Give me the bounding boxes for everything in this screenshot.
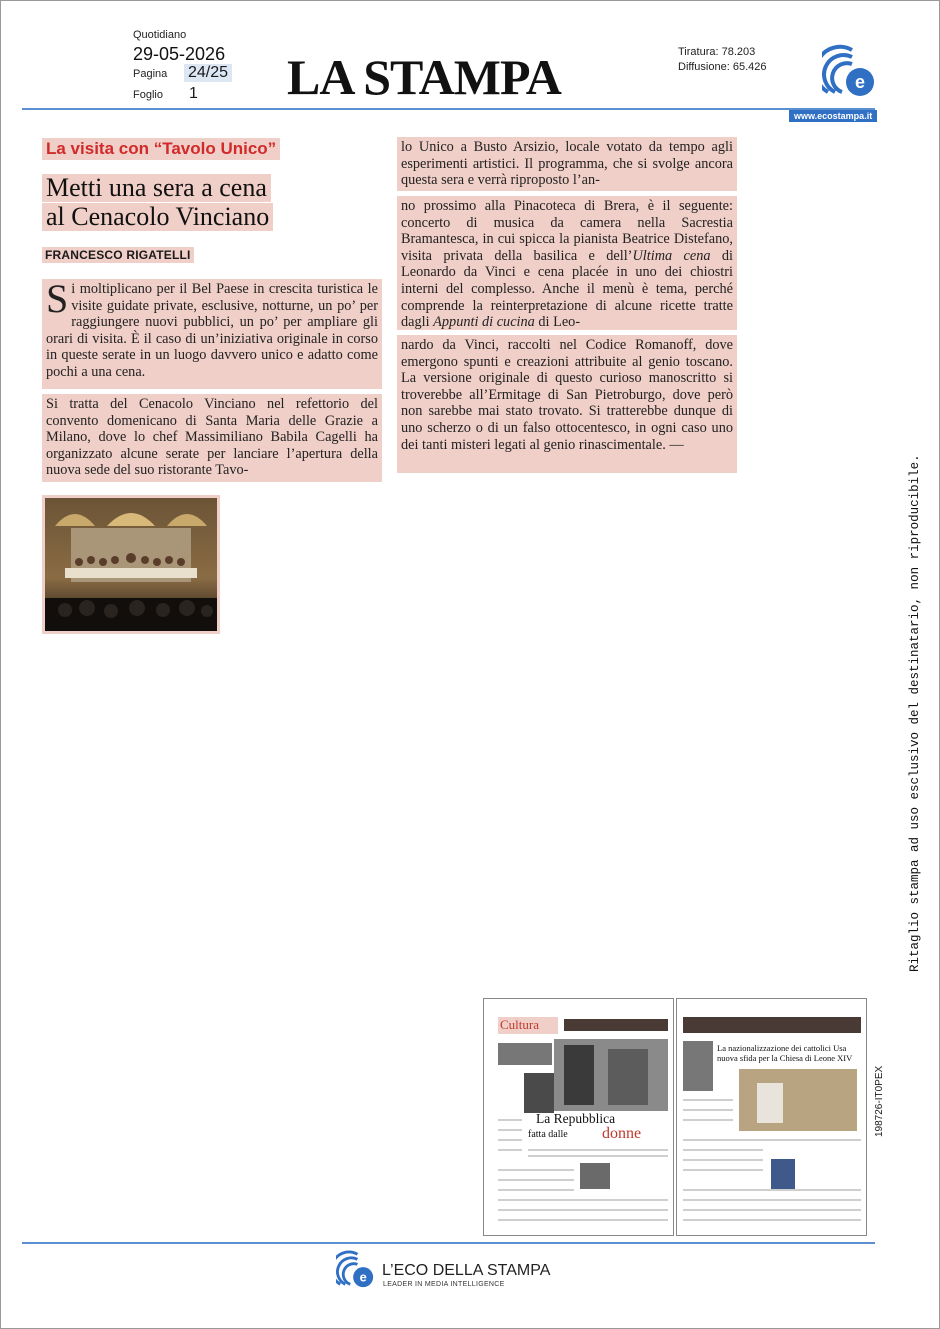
clipping-code: 198726-IT0PEX — [874, 1065, 885, 1137]
reproduction-notice: Ritaglio stampa ad uso esclusivo del destinatario, non riproducibile. — [908, 454, 922, 972]
article-title-line2: al Cenacolo Vinciano — [42, 203, 273, 231]
article-author: FRANCESCO RIGATELLI — [42, 247, 194, 263]
thumb-section-label: Cultura — [500, 1017, 539, 1032]
thumb-right-headline: La nazionalizzazione dei cattolici Usa nuova sfida per la Chiesa di Leone XIV — [717, 1043, 853, 1063]
article-column2-block1: lo Unico a Busto Arsizio, locale votato da tempo agli esperimenti artistici. Il programma, che si svolge ancora questa sera e verrà riproposto l’an- — [397, 137, 737, 191]
article-paragraph-1: Si moltiplicano per il Bel Paese in crescita turistica le visite guidate private, esclusive, notturne, un po’ per raggiungere nuovi pubblici, un po’ per ampliare gli orari di visita. È il caso di un’iniziativa originale in corso in queste serate in un luogo davvero unico e adatto come pochi a una cena. — [42, 279, 382, 389]
svg-text:e: e — [359, 1269, 367, 1285]
eco-url[interactable]: www.ecostampa.it — [789, 110, 877, 122]
article-paragraph-2: Si tratta del Cenacolo Vinciano nel refettorio del convento domenicano di Santa Maria delle Grazie a Milano, dove lo chef Massimiliano Babila Cagelli ha organizzato alcune serate per lanciare l’apertura della nuova sede del suo ristorante Tavo- — [42, 394, 382, 482]
page-thumbnail-left[interactable] — [483, 998, 674, 1236]
page-label: Pagina — [133, 68, 168, 80]
masthead: LA STAMPA — [287, 49, 561, 105]
print-run: Tiratura: 78.203 — [678, 46, 756, 58]
dropcap: S — [46, 276, 69, 321]
publication-date: 29-05-2026 — [133, 44, 226, 64]
footer-tagline: LEADER IN MEDIA INTELLIGENCE — [383, 1281, 505, 1288]
svg-text:e: e — [854, 72, 866, 92]
eco-footer-logo-icon — [336, 1250, 376, 1290]
header-rule — [22, 108, 875, 110]
page-thumbnail-right[interactable] — [676, 998, 867, 1236]
eco-stampa-logo-icon — [822, 44, 878, 100]
article-column2-block3: nardo da Vinci, raccolti nel Codice Romanoff, dove emergono spunti e creazioni attribuite al genio toscano. La versione originale di questo curioso manoscritto si troverebbe all’Ermitage di San Pietroburgo, dove però non sarebbe mai stato trovato. Si tratterebbe dunque di uno scherzo o di un falso ottocentesco, in ogni caso uno dei tanti misteri legati al genio rinascimentale. — — [397, 335, 737, 473]
thumb-headline-1: La Repubblica — [536, 1111, 616, 1126]
article-kicker: La visita con “Tavolo Unico” — [42, 138, 280, 160]
publication-type: Quotidiano — [133, 29, 187, 41]
distribution: Diffusione: 65.426 — [678, 61, 767, 73]
thumb-headline-2: fatta dalle — [528, 1129, 568, 1140]
article-title-line1: Metti una sera a cena — [42, 174, 271, 202]
footer-brand: L’ECO DELLA STAMPA — [382, 1262, 551, 1279]
last-supper-photo — [42, 495, 220, 634]
footer-rule — [22, 1242, 875, 1244]
sheet-value: 1 — [189, 85, 198, 102]
thumb-headline-3: donne — [602, 1125, 642, 1142]
sheet-label: Foglio — [133, 89, 163, 101]
page-value: 24/25 — [184, 64, 232, 82]
article-column2-block2: no prossimo alla Pinacoteca di Brera, è il seguente: concerto di musica da camera nella Sacrestia Bramantesca, in cui spicca la pianista Beatrice Distefano, visita privata della basilica e dell’Ultima cena di Leonardo da Vinci e cena placée in uno dei chiostri interni del complesso. Anche il menù è tema, perché comprende la reinterpretazione di alcune ricette tratte dagli Appunti di cucina di Leo- — [397, 196, 737, 330]
